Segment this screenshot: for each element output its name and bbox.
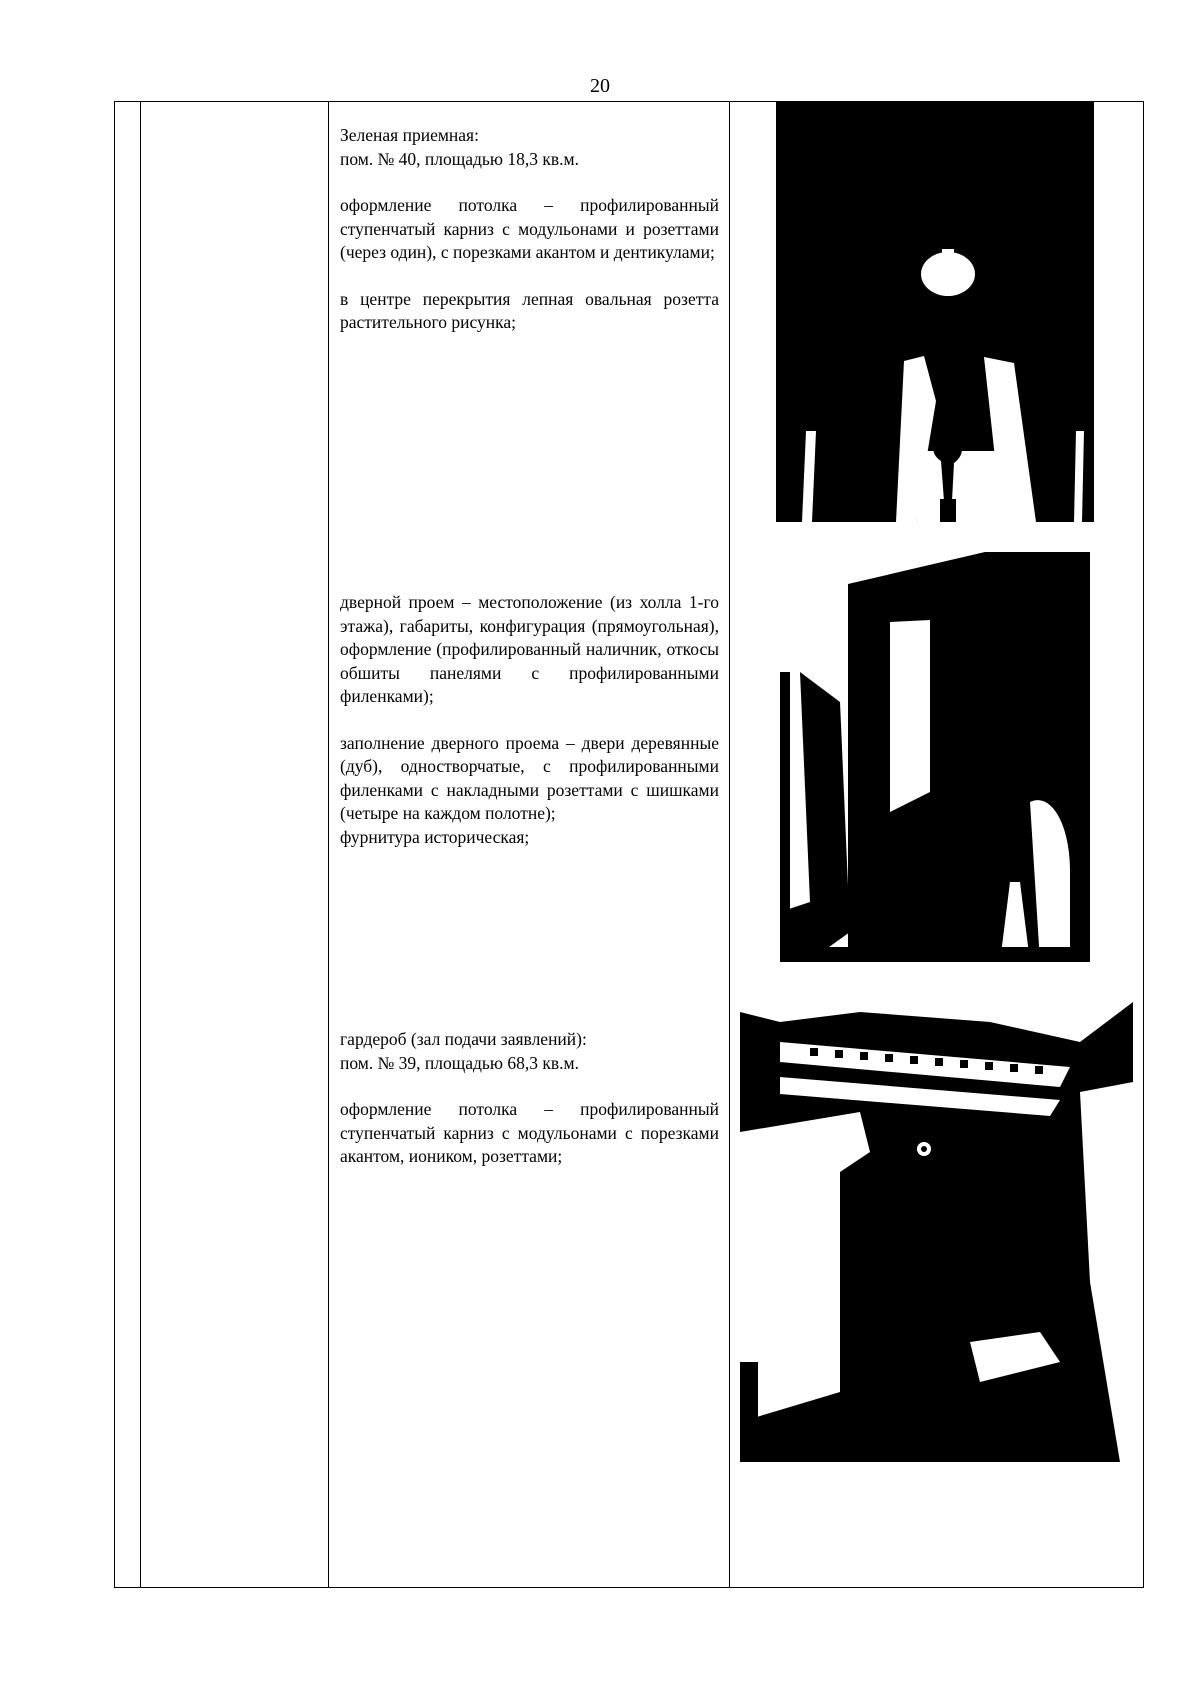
section-title: Зеленая приемная: [340,125,479,145]
column-divider [729,102,730,1587]
ceiling-description: оформление потолка – профилированный ступенчатый карниз с модульонами и розеттами (через один), с порезками акантом и дентикулами; [340,195,719,262]
door-fill-description: заполнение дверного проема – двери деревянные (дуб), одностворчатые, с профилированными филенками с накладными розеттами с шишками (четыре на каждом полотне); [340,732,719,823]
hardware-description: фурнитура историческая; [340,826,530,847]
column-divider [140,102,141,1587]
section-green-reception [340,124,719,335]
room-info: пом. № 39, площадью 68,3 кв.м. [340,1052,579,1073]
section-wardrobe [340,1028,719,1169]
ceiling-chandelier-photo [776,101,1094,522]
ceiling-description: оформление потолка – профилированный ступенчатый карниз с модульонами с порезками акантом, иоником, розеттами; [340,1099,719,1166]
section-title: гардероб (зал подачи заявлений): [340,1029,587,1049]
room-info: пом. № 40, площадью 18,3 кв.м. [340,148,579,169]
cornice-photo [740,982,1133,1462]
page-number: 20 [590,75,610,97]
section-doorway [340,591,719,849]
doorway-description: дверной проем – местоположение (из холла 1-го этажа), габариты, конфигурация (прямоугольная), оформление (профилированный наличник, откосы обшиты панелями с профилированными филенками); [340,592,719,706]
column-divider [328,102,329,1587]
rosette-description: в центре перекрытия лепная овальная розетта растительного рисунка; [340,288,719,332]
doorway-photo [780,552,1090,962]
